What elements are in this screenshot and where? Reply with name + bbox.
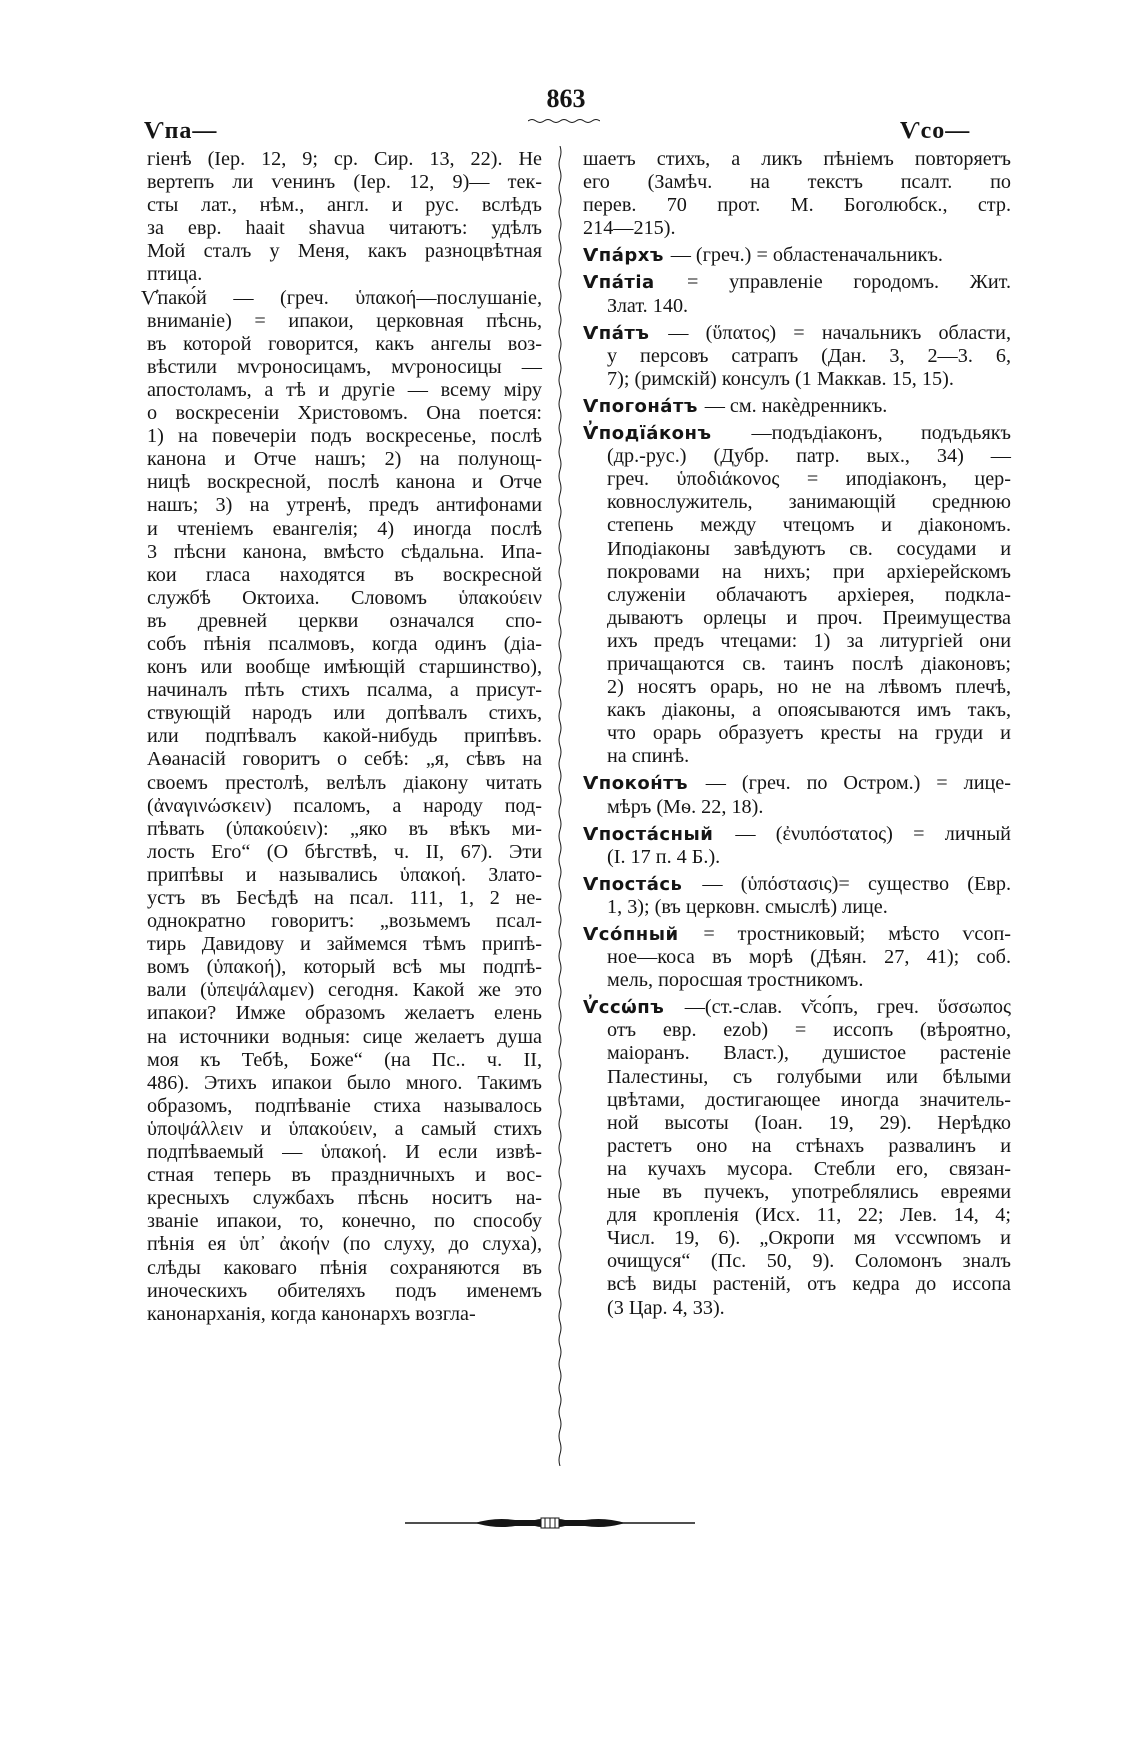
text-line: — (ὑπόστασις)= существо (Евр. xyxy=(702,872,1011,895)
text-line: въ древней церкви означался спо- xyxy=(147,609,542,632)
text-line: пѣвать (ὑπακούειν): „яко въ вѣкъ ми- xyxy=(147,817,542,840)
text-line: Палестины, съ голубыми или бѣлыми xyxy=(607,1065,1011,1088)
text-line: слѣды каковаго пѣнія сохраняются въ xyxy=(147,1256,542,1279)
text-line: въ которой говорится, какъ ангелы воз- xyxy=(147,332,542,355)
text-line: пѣнія ея ὑπ᾽ ἀκοήν (по слуху, до слуха), xyxy=(147,1233,542,1256)
text-line: стная теперь въ праздничныхъ и вос- xyxy=(147,1164,542,1187)
text-line: начиналъ пѣть стихъ псалма, а присут- xyxy=(147,679,542,702)
running-head-right: Ѵсо— xyxy=(900,118,971,144)
text-line: лость Его“ (О бѣгствѣ, ч. II, 67). Эти xyxy=(147,840,542,863)
text-line: Злат. 140. xyxy=(607,294,689,317)
text-line: ные въ пучекъ, употреблялись евреями xyxy=(607,1181,1011,1204)
entry-headword: Ѵсо́пный xyxy=(583,924,704,945)
end-ornament xyxy=(405,1514,695,1532)
text-line: иноческихъ обителяхъ подъ именемъ xyxy=(147,1279,542,1302)
text-line: апостоламъ, а тѣ и другіе — всему міру xyxy=(147,378,542,401)
text-line: ихъ предъ чтецами: 1) за литургіей они xyxy=(607,629,1011,652)
text-line: службѣ Октоиха. Словомъ ὑπακούειν xyxy=(147,586,542,609)
text-line: служеніи облачаютъ архіерея, подкла- xyxy=(607,583,1011,606)
page-number-underline xyxy=(528,118,600,124)
text-line: Числ. 19, 6). „Окропи мя ѵссѡпомъ и xyxy=(607,1227,1011,1250)
text-line: греч. ὑποδιάκονος = иподіаконъ, цер- xyxy=(607,468,1011,491)
text-line: ное—коса въ морѣ (Дѣян. 27, 41); соб. xyxy=(607,946,1011,969)
text-line: = тростниковый; мѣсто ѵсоп- xyxy=(703,923,1011,945)
text-line: за евр. haait shavua читаютъ: удѣлъ xyxy=(147,217,542,240)
text-line: на кучахъ мусора. Стебли его, связан- xyxy=(607,1157,1011,1180)
dictionary-entry xyxy=(583,322,1011,391)
text-line: вниманіе) = ипакои, церковная пѣснь, xyxy=(147,309,542,332)
text-line: — (ὕπατος) = начальникъ области, xyxy=(668,321,1011,344)
entry-headword: Ѵпа́тъ xyxy=(583,322,669,344)
column-divider xyxy=(556,146,564,1466)
text-line: растетъ оно на стѣнахъ развалинъ и xyxy=(607,1134,1011,1157)
text-line: шаетъ стихъ, а ликъ пѣніемъ повторяетъ xyxy=(583,148,1011,170)
text-line: собъ пѣнія псалмовъ, когда одинъ (діа- xyxy=(147,632,542,655)
page-number: 863 xyxy=(546,84,586,113)
text-line: ὑποψάλλειν и ὑπακούειν, а самый стихъ xyxy=(147,1117,542,1140)
text-line: причащаются св. таинъ послѣ діаконовъ; xyxy=(607,652,1011,675)
text-line: на спинѣ. xyxy=(607,745,690,768)
text-line: ной высоты (Іоан. 19, 29). Нерѣдко xyxy=(607,1111,1011,1134)
text-line: (3 Цар. 4, 33). xyxy=(607,1296,725,1319)
text-line: (I. 17 п. 4 Б.). xyxy=(607,845,721,868)
text-line: нашъ; 3) на утренѣ, предъ антифонами xyxy=(147,494,542,517)
running-head-left: Ѵпа— xyxy=(144,118,218,144)
text-line: дываютъ орлецы и проч. Преимущества xyxy=(607,606,1011,629)
entry-headword: Ѵпа́рхъ xyxy=(583,245,671,267)
text-line: 7); (римскій) консулъ (1 Маккав. 15, 15). xyxy=(607,367,954,390)
text-line: вертепъ ли ѵенинъ (Iep. 12, 9)— тек- xyxy=(147,171,542,194)
text-line: (др.-рус.) (Дубр. патр. вых., 34) — xyxy=(607,445,1011,468)
text-line: 214—215). xyxy=(583,217,676,240)
text-line: однократно говоритъ: „возьмемъ псал- xyxy=(147,910,542,933)
entry-headword: Ѵпогона́тъ xyxy=(583,395,705,417)
text-line: степень между чтецомъ и діакономъ. xyxy=(607,514,1011,537)
text-line: Ѵ̓пако́й — (греч. ὑπακοή—послушаніе, xyxy=(141,286,542,309)
text-line: = управленіе городомъ. Жит. xyxy=(687,271,1012,294)
text-line: 1, 3); (въ церковн. смыслѣ) лице. xyxy=(607,895,888,918)
text-line: подпѣваемый — ὑπακοή. И если извѣ- xyxy=(147,1141,542,1164)
text-line: 3 пѣсни канона, вмѣсто сѣдальна. Ипа- xyxy=(147,540,542,563)
text-line: или подпѣвалъ какой-нибудь припѣвъ. xyxy=(147,725,542,748)
entry-headword: Ѵпокон́тъ xyxy=(583,773,706,795)
entry-headword: Ѵ̓ссѡ́пъ xyxy=(583,997,685,1019)
text-line: вомъ (ὑπακοή), который всѣ мы подпѣ- xyxy=(147,956,542,979)
entry-headword: Ѵпа́тіа xyxy=(583,272,688,294)
text-line: Мой сталъ у Меня, какъ разноцвѣтная xyxy=(147,240,542,263)
right-column xyxy=(583,148,1011,1324)
text-line: образомъ, подпѣваніе стиха называлось xyxy=(147,1094,542,1117)
text-line: ствующій народъ или допѣвалъ стихъ, xyxy=(147,702,542,725)
text-line: вали (ὑπεψάλαμεν) сегодня. Какой же это xyxy=(147,979,542,1002)
dictionary-entry xyxy=(583,923,1011,992)
text-line: всѣ виды растеній, отъ кедра до иссопа xyxy=(607,1273,1011,1296)
text-line: сты лат., нѣм., англ. и рус. вслѣдъ xyxy=(147,194,542,217)
dictionary-entry xyxy=(583,244,1011,267)
text-line: устъ въ Бесѣдѣ на псал. 111, 1, 2 не- xyxy=(147,887,542,909)
text-line: мель, поросшая тростникомъ. xyxy=(607,969,864,992)
text-line: канонарханія, когда канонархъ возгла- xyxy=(147,1302,476,1325)
text-line: на источники водныя: сице желаетъ душа xyxy=(147,1025,542,1048)
text-line: тирь Давидову и займемся тѣмъ припѣ- xyxy=(147,933,542,956)
text-line: маіоранъ. Власт.), душистое растеніе xyxy=(607,1042,1011,1065)
text-line: — (ἐνυπόστατος) = личный xyxy=(735,822,1011,845)
text-line: Иподіаконы завѣдуютъ св. сосудами и xyxy=(607,537,1011,560)
text-line: Аѳанасій говоритъ о себѣ: „я, сѣвъ на xyxy=(147,748,542,771)
entry-headword: Ѵ̓подїа́конъ xyxy=(583,423,752,445)
dictionary-entry xyxy=(583,823,1011,869)
text-line: —подъдіаконъ, подъдьякъ xyxy=(751,422,1011,445)
text-line: мѣръ (Мѳ. 22, 18). xyxy=(607,795,764,818)
text-line: своемъ престолѣ, велѣлъ діакону читать xyxy=(147,771,542,794)
text-line: моя къ Тебѣ, Боже“ (на Пс.. ч. II, xyxy=(147,1048,542,1071)
text-line: гіенѣ (Iep. 12, 9; ср. Сир. 13, 22). Не xyxy=(147,148,542,170)
text-line: отъ евр. ezob) = иссопъ (вѣроятно, xyxy=(607,1019,1011,1042)
text-line: конъ или вообще имѣющій старшинство), xyxy=(147,656,542,679)
text-line: 486). Этихъ ипакои было много. Такимъ xyxy=(147,1071,542,1094)
left-column xyxy=(141,148,542,1326)
dictionary-entry xyxy=(583,772,1011,818)
dictionary-entry xyxy=(583,271,1011,317)
text-line: для кропленія (Исх. 11, 22; Лев. 14, 4; xyxy=(607,1204,1011,1227)
dictionary-entry xyxy=(583,873,1011,919)
dictionary-entry xyxy=(583,996,1011,1319)
text-line: какъ діаконы, а опоясываются имъ такъ, xyxy=(607,699,1011,722)
text-line: покровами на нихъ; при архіерейскомъ xyxy=(607,560,1011,583)
entry-headword: Ѵпоста́сь xyxy=(583,873,703,895)
text-line: ипакои? Имже образомъ желаетъ елень xyxy=(147,1002,542,1025)
text-line: 2) носятъ орарь, но не на лѣвомъ плечѣ, xyxy=(607,676,1011,699)
text-line: ковнослужитель, занимающій среднюю xyxy=(607,491,1011,514)
text-line: его (Замѣч. на текстъ псалт. по xyxy=(583,171,1011,194)
dictionary-entry xyxy=(583,395,1011,418)
text-line: у персовъ сатрапъ (Дан. 3, 2—3. 6, xyxy=(607,344,1011,367)
text-line: званіе ипакои, то, конечно, по способу xyxy=(147,1210,542,1233)
dictionary-entry xyxy=(583,148,1011,240)
text-line: птица. xyxy=(147,263,203,286)
text-line: кои гласа находятся въ воскресной xyxy=(147,563,542,586)
text-line: перев. 70 прот. М. Боголюбск., стр. xyxy=(583,194,1011,217)
entry-headword: Ѵпоста́сный xyxy=(583,823,736,845)
dictionary-entry xyxy=(583,422,1011,768)
text-line: очищуся“ (Пс. 50, 9). Соломонъ зналъ xyxy=(607,1250,1011,1273)
text-line: вѣстили мѵроносицамъ, мѵроносицы — xyxy=(147,355,542,378)
text-line: что орарь образуетъ кресты на груди и xyxy=(607,722,1011,745)
text-line: 1) на повечеріи подъ воскресенье, послѣ xyxy=(147,425,542,448)
text-line: (ἀναγινώσκειν) псаломъ, а народу под- xyxy=(147,794,542,817)
text-line: —(ст.-слав. ѵ̆со́пъ, греч. ὕσσωπος xyxy=(684,996,1011,1019)
text-line: ницѣ воскресной, послѣ канона и Отче xyxy=(147,471,542,494)
text-line: — (греч.) = областеначальникъ. xyxy=(670,244,943,267)
text-line: — см. накѐдренникъ. xyxy=(704,394,888,417)
text-line: — (греч. по Остром.) = лице- xyxy=(705,772,1011,795)
text-line: цвѣтами, достигающее иногда значитель- xyxy=(607,1088,1011,1111)
text-line: припѣвы и назывались ὑπακοή. Злато- xyxy=(147,863,542,886)
text-line: и чтеніемъ евангелія; 4) иногда послѣ xyxy=(147,517,542,540)
text-line: канона и Отче нашъ; 2) на полунощ- xyxy=(147,448,542,471)
text-line: кресныхъ службахъ пѣснь носитъ на- xyxy=(147,1187,542,1210)
text-line: о воскресеніи Христовомъ. Она поется: xyxy=(147,402,542,425)
